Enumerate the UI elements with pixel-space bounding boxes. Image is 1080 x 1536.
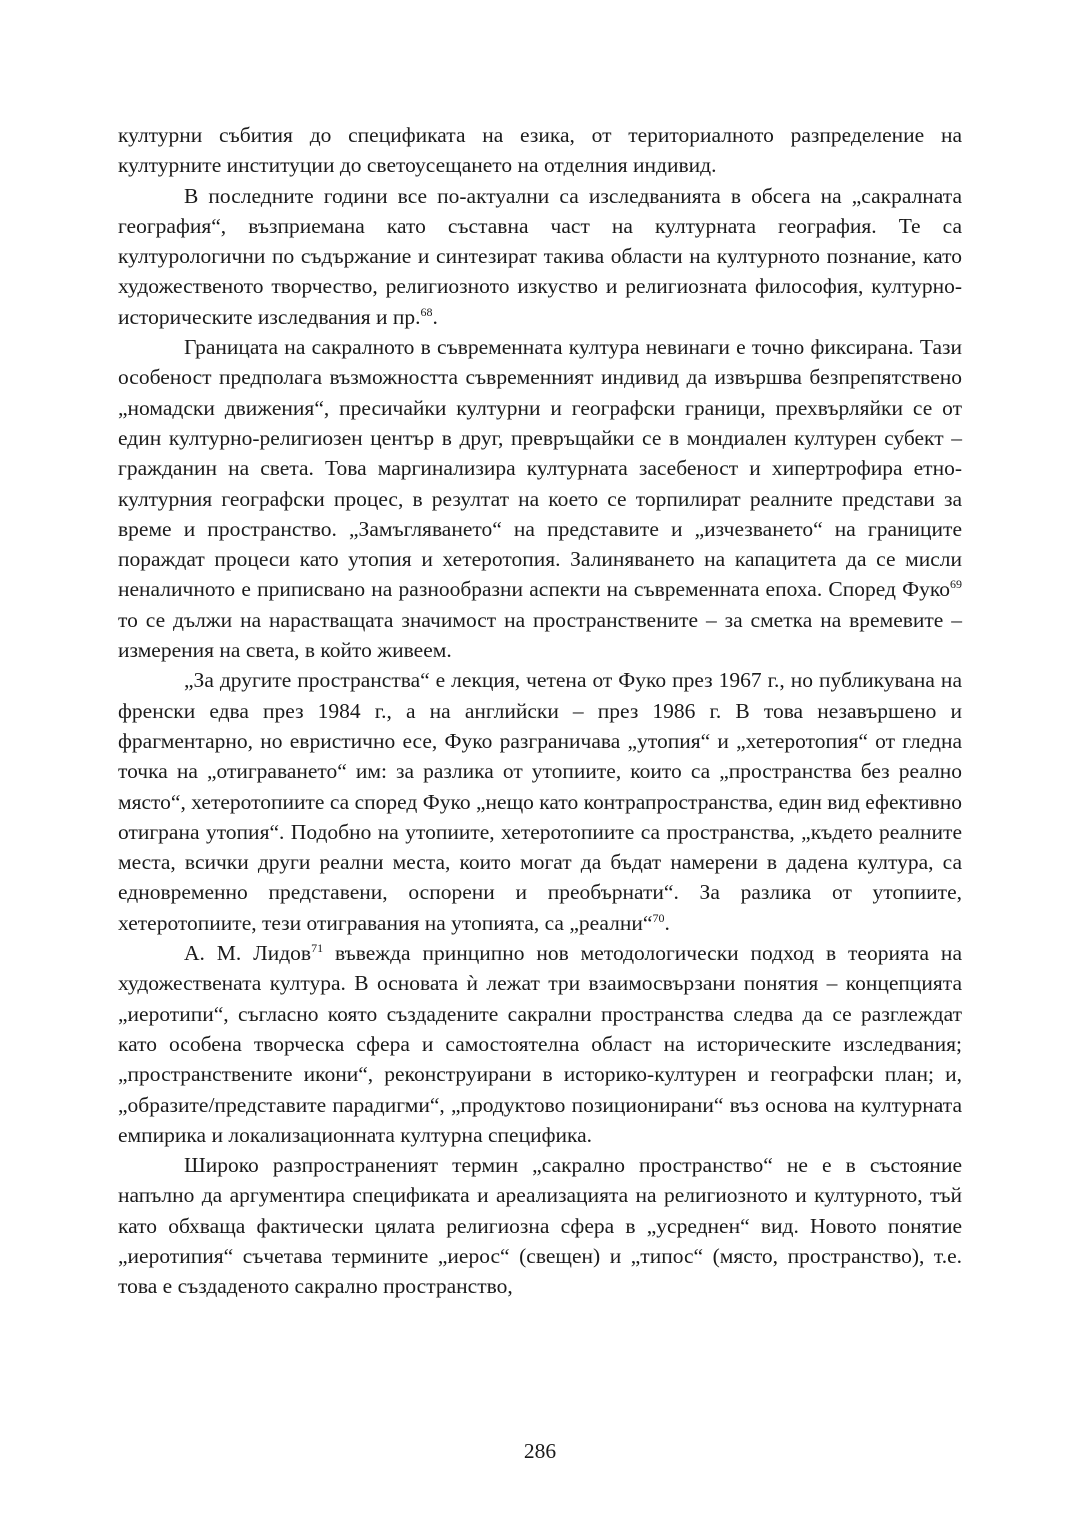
page-number: 286 bbox=[523, 1439, 557, 1463]
paragraph-text: културни събития до спецификата на езика, от териториалното разпределение на културните институции до светоусещането на отделния индивид. bbox=[118, 123, 962, 178]
paragraph-text: Широко разпространеният термин „сакрално пространство“ не е в състояние напълно да аргументира спецификата и ареализацията на религиозното и културното, тъй като обхваща фактически цялата религиозна сфера в „усреднен“ вид. Новото понятие „иеротипия“ съчетава термините „иерос“ (свещен) и „типос“ (място, пространство), т.е. това е създаденото сакрално пространство, bbox=[118, 1153, 962, 1299]
footnote-reference: 69 bbox=[950, 577, 962, 592]
paragraph bbox=[118, 665, 962, 938]
footnote-reference: 68 bbox=[420, 304, 433, 319]
paragraph-text: то се дължи на нарастващата значимост на пространствените – за сметка на времевите – измерения на света, в който живеем. bbox=[118, 607, 962, 663]
paragraph bbox=[118, 332, 962, 665]
paragraph-text: В последните години все по-актуални са изследванията в обсега на „сакралната география“, възприемана като съставна част на културната география. Те са културологични по съдържание и синтезират такива области на културното познание, като художественото творчество, религиозното изкуство и религиозната философия, културно-историческите изследвания и пр. bbox=[118, 183, 962, 329]
footnote-reference: 70 bbox=[652, 910, 665, 925]
body-text bbox=[118, 120, 962, 1302]
paragraph-text: Границата на сакралното в съвременната култура невинаги е точно фиксирана. Тази особеност предполага възможността съвременният индивид да извършва безпрепятствено „номадски движения“, пресичайки културни и географски граници, прехвърляйки се от един културно-религиозен център в друг, превръщайки се в мондиален културен субект – гражданин на света. Това маргинализира културната засебеност и хипертрофира етно-културния географски процес, в резултат на което се торпилират реалните представи за време и пространство. „Замъгляването“ на представите и „изчезването“ на границите пораждат процеси като утопия и хетеротопия. Залиняването на капацитета да се мисли неналичното е приписвано на разнообразни аспекти на съвременната епоха. Според Фуко bbox=[118, 335, 962, 602]
paragraph bbox=[118, 120, 962, 181]
paragraph bbox=[118, 181, 962, 332]
paragraph-text: „За другите пространства“ е лекция, четена от Фуко през 1967 г., но публикувана на френски едва през 1984 г., а на английски – през 1986 г. В това незавършено и фрагментарно, но евристично есе, Фуко разграничава „утопия“ и „хетеротопия“ от гледна точка на „отиграването“ им: за разлика от утопиите, които са „пространства без реално място“, хетеротопиите са според Фуко „нещо като контрапространства, един вид ефективно отиграна утопия“. Подобно на утопиите, хетеротопиите са пространства, „където реалните места, всички други реални места, които могат да бъдат намерени в дадена култура, са едновременно представени, оспорени и преобърнати“. За разлика от утопиите, хетеротопиите, тези отигравания на утопията, са „реални“ bbox=[118, 668, 962, 935]
paragraph-text: . bbox=[664, 910, 670, 935]
paragraph-text: . bbox=[432, 304, 438, 329]
footnote-reference: 71 bbox=[311, 940, 324, 955]
paragraph-text: въвежда принципно нов методологически подход в теорията на художествената култура. В основата ѝ лежат три взаимосвързани понятия – концепцията „иеротипи“, съгласно която създадените сакрални пространства следва да се разглеждат като особена творческа сфера и самостоятелна област на историческите изследвания; „пространствените икони“, реконструирани в историко-културен и географски план; и, „образите/представите парадигми“, „продуктово позиционирани“ въз основа на културната емпирика и локализационната културна специфика. bbox=[118, 941, 962, 1147]
paragraph bbox=[118, 938, 962, 1150]
paragraph-text: А. М. Лидов bbox=[184, 941, 312, 966]
paragraph bbox=[118, 1150, 962, 1301]
